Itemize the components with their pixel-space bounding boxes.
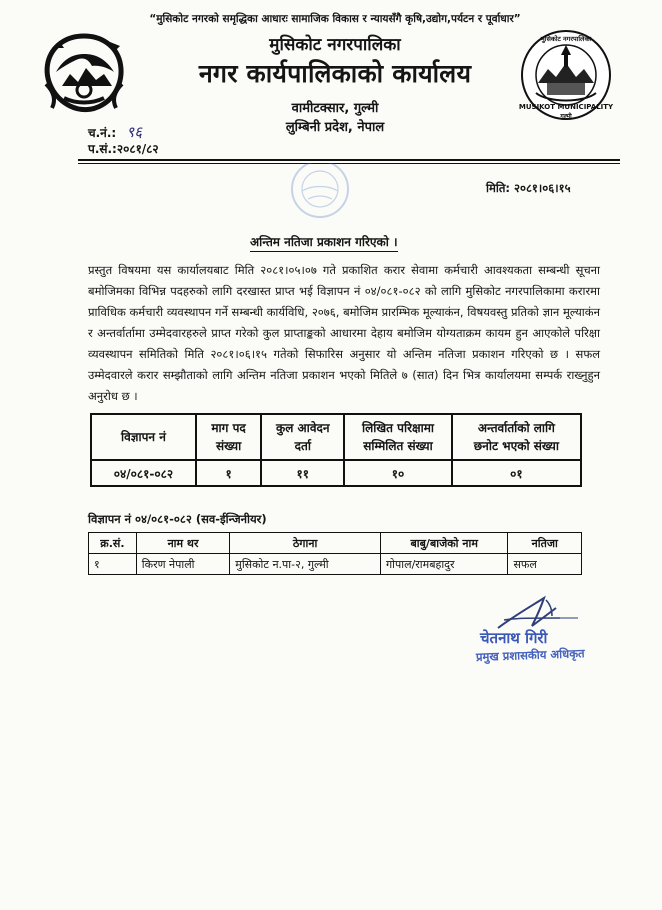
- signatory-name: चेतनाथ गिरी: [480, 629, 548, 647]
- summary-row: [91, 460, 581, 486]
- logo-bottom-text: MUSIKOT MUNICIPALITY: [518, 103, 614, 111]
- musikot-municipality-logo: [518, 27, 614, 123]
- office-stamp-icon: [274, 163, 366, 221]
- summary-cell-3: ११: [261, 460, 344, 486]
- result-header-result: नतिजा: [508, 533, 582, 554]
- municipality-name: मुसिकोट नगरपालिका: [269, 35, 401, 55]
- fiscal-year-label: प.सं.:२०८१/८२: [88, 142, 159, 156]
- summary-cell-5: ०१: [452, 460, 581, 486]
- result-cell-address: मुसिकोट न.पा-२, गुल्मी: [230, 554, 381, 575]
- dispatch-number-label: च.नं.:: [88, 126, 117, 140]
- notice-body: प्रस्तुत विषयमा यस कार्यालयबाट मिति २०८१।०५।०७ गते प्रकाशित करार सेवामा कर्मचारी आवश्यकता सम्बन्धी सूचना बमोजिमका विभिन्न पदहरुको लागि दरखास्त प्राप्त भई विज्ञापन नं ०४/०८१-०८२ को लागि मुसिकोट नगरपालिकामा करारमा प्राविधिक कर्मचारी व्यवस्थापन गर्ने सम्बन्धी कार्यविधि, २०७६, बमोजिम प्रारम्भिक मूल्याकंन, विषयवस्तु प्रतिको ज्ञान मूल्याकंन र अन्तर्वार्तामा उम्मेदवारहरुले प्राप्त गरेको कुल प्राप्ताङ्कको आधारमा देहाय बमोजिम योग्यताक्रम कायम हुन आएकोले परिक्षा व्यवस्थापन समितिको मिति २०८१।०६।१५ गतेको सिफारिस अनुसार यो अन्तिम नतिजा प्रकाशन गरिएको छ । सफल उम्मेदवारले करार सम्झौताको लागि अन्तिम नतिजा प्रकाशन भएको मितिले ७ (सात) दिन भित्र कार्यालयमा सम्पर्क राख्नुहुन अनुरोध छ ।: [88, 263, 600, 403]
- result-cell-serial: १: [89, 554, 137, 575]
- logo-district-text: गुल्मी: [560, 113, 572, 120]
- subject-line: अन्तिम नतिजा प्रकाशन गरिएको ।: [250, 233, 398, 252]
- result-header-guardian: बाबु/बाजेको नाम: [380, 533, 508, 554]
- office-title: नगर कार्यपालिकाको कार्यालय: [198, 59, 472, 88]
- result-caption: विज्ञापन नं ०४/०८१-०८२ (सव-ईन्जिनीयर): [88, 512, 267, 526]
- logo-top-text: मुसिकोट नगरपालिका: [540, 35, 592, 43]
- summary-table: [90, 413, 582, 487]
- dispatch-number-value: ९६: [126, 123, 142, 141]
- result-cell-result: सफल: [508, 554, 582, 575]
- result-header-name: नाम थर: [136, 533, 229, 554]
- summary-header-1: विज्ञापन नं: [91, 414, 196, 460]
- summary-header-row: [91, 414, 581, 460]
- signatory-title: प्रमुख प्रशासकीय अधिकृत: [475, 646, 585, 664]
- summary-header-4: लिखित परिक्षामा सम्मिलित संख्या: [344, 414, 451, 460]
- result-cell-name: किरण नेपाली: [136, 554, 229, 575]
- motto-text: “मुसिकोट नगरको समृद्धिका आधारः सामाजिक विकास र न्यायसँगै कृषि,उद्योग,पर्यटन र पूर्वाधार”: [149, 13, 521, 25]
- address-line-1: वामीटक्सार, गुल्मी: [291, 101, 379, 116]
- address-line-2: लुम्बिनी प्रदेश, नेपाल: [285, 120, 385, 135]
- result-cell-guardian: गोपाल/रामबहादुर: [380, 554, 508, 575]
- table-row: [89, 554, 582, 575]
- result-table: [88, 532, 582, 575]
- summary-header-5: अन्तर्वार्ताको लागि छनोट भएको संख्या: [452, 414, 581, 460]
- summary-header-2: माग पद संख्या: [196, 414, 261, 460]
- header-rule-thick: [78, 159, 620, 161]
- result-header-address: ठेगाना: [230, 533, 381, 554]
- dispatch-number-row: [88, 122, 142, 142]
- issue-date: मिति: २०८१।०६।१५: [486, 181, 571, 195]
- result-header-row: [89, 533, 582, 554]
- summary-cell-4: १०: [344, 460, 451, 486]
- summary-cell-1: ०४/०८१-०८२: [91, 460, 196, 486]
- summary-header-3: कुल आवेदन दर्ता: [261, 414, 344, 460]
- summary-cell-2: १: [196, 460, 261, 486]
- nepal-government-emblem-icon: [36, 28, 132, 120]
- result-header-serial: क्र.सं.: [89, 533, 137, 554]
